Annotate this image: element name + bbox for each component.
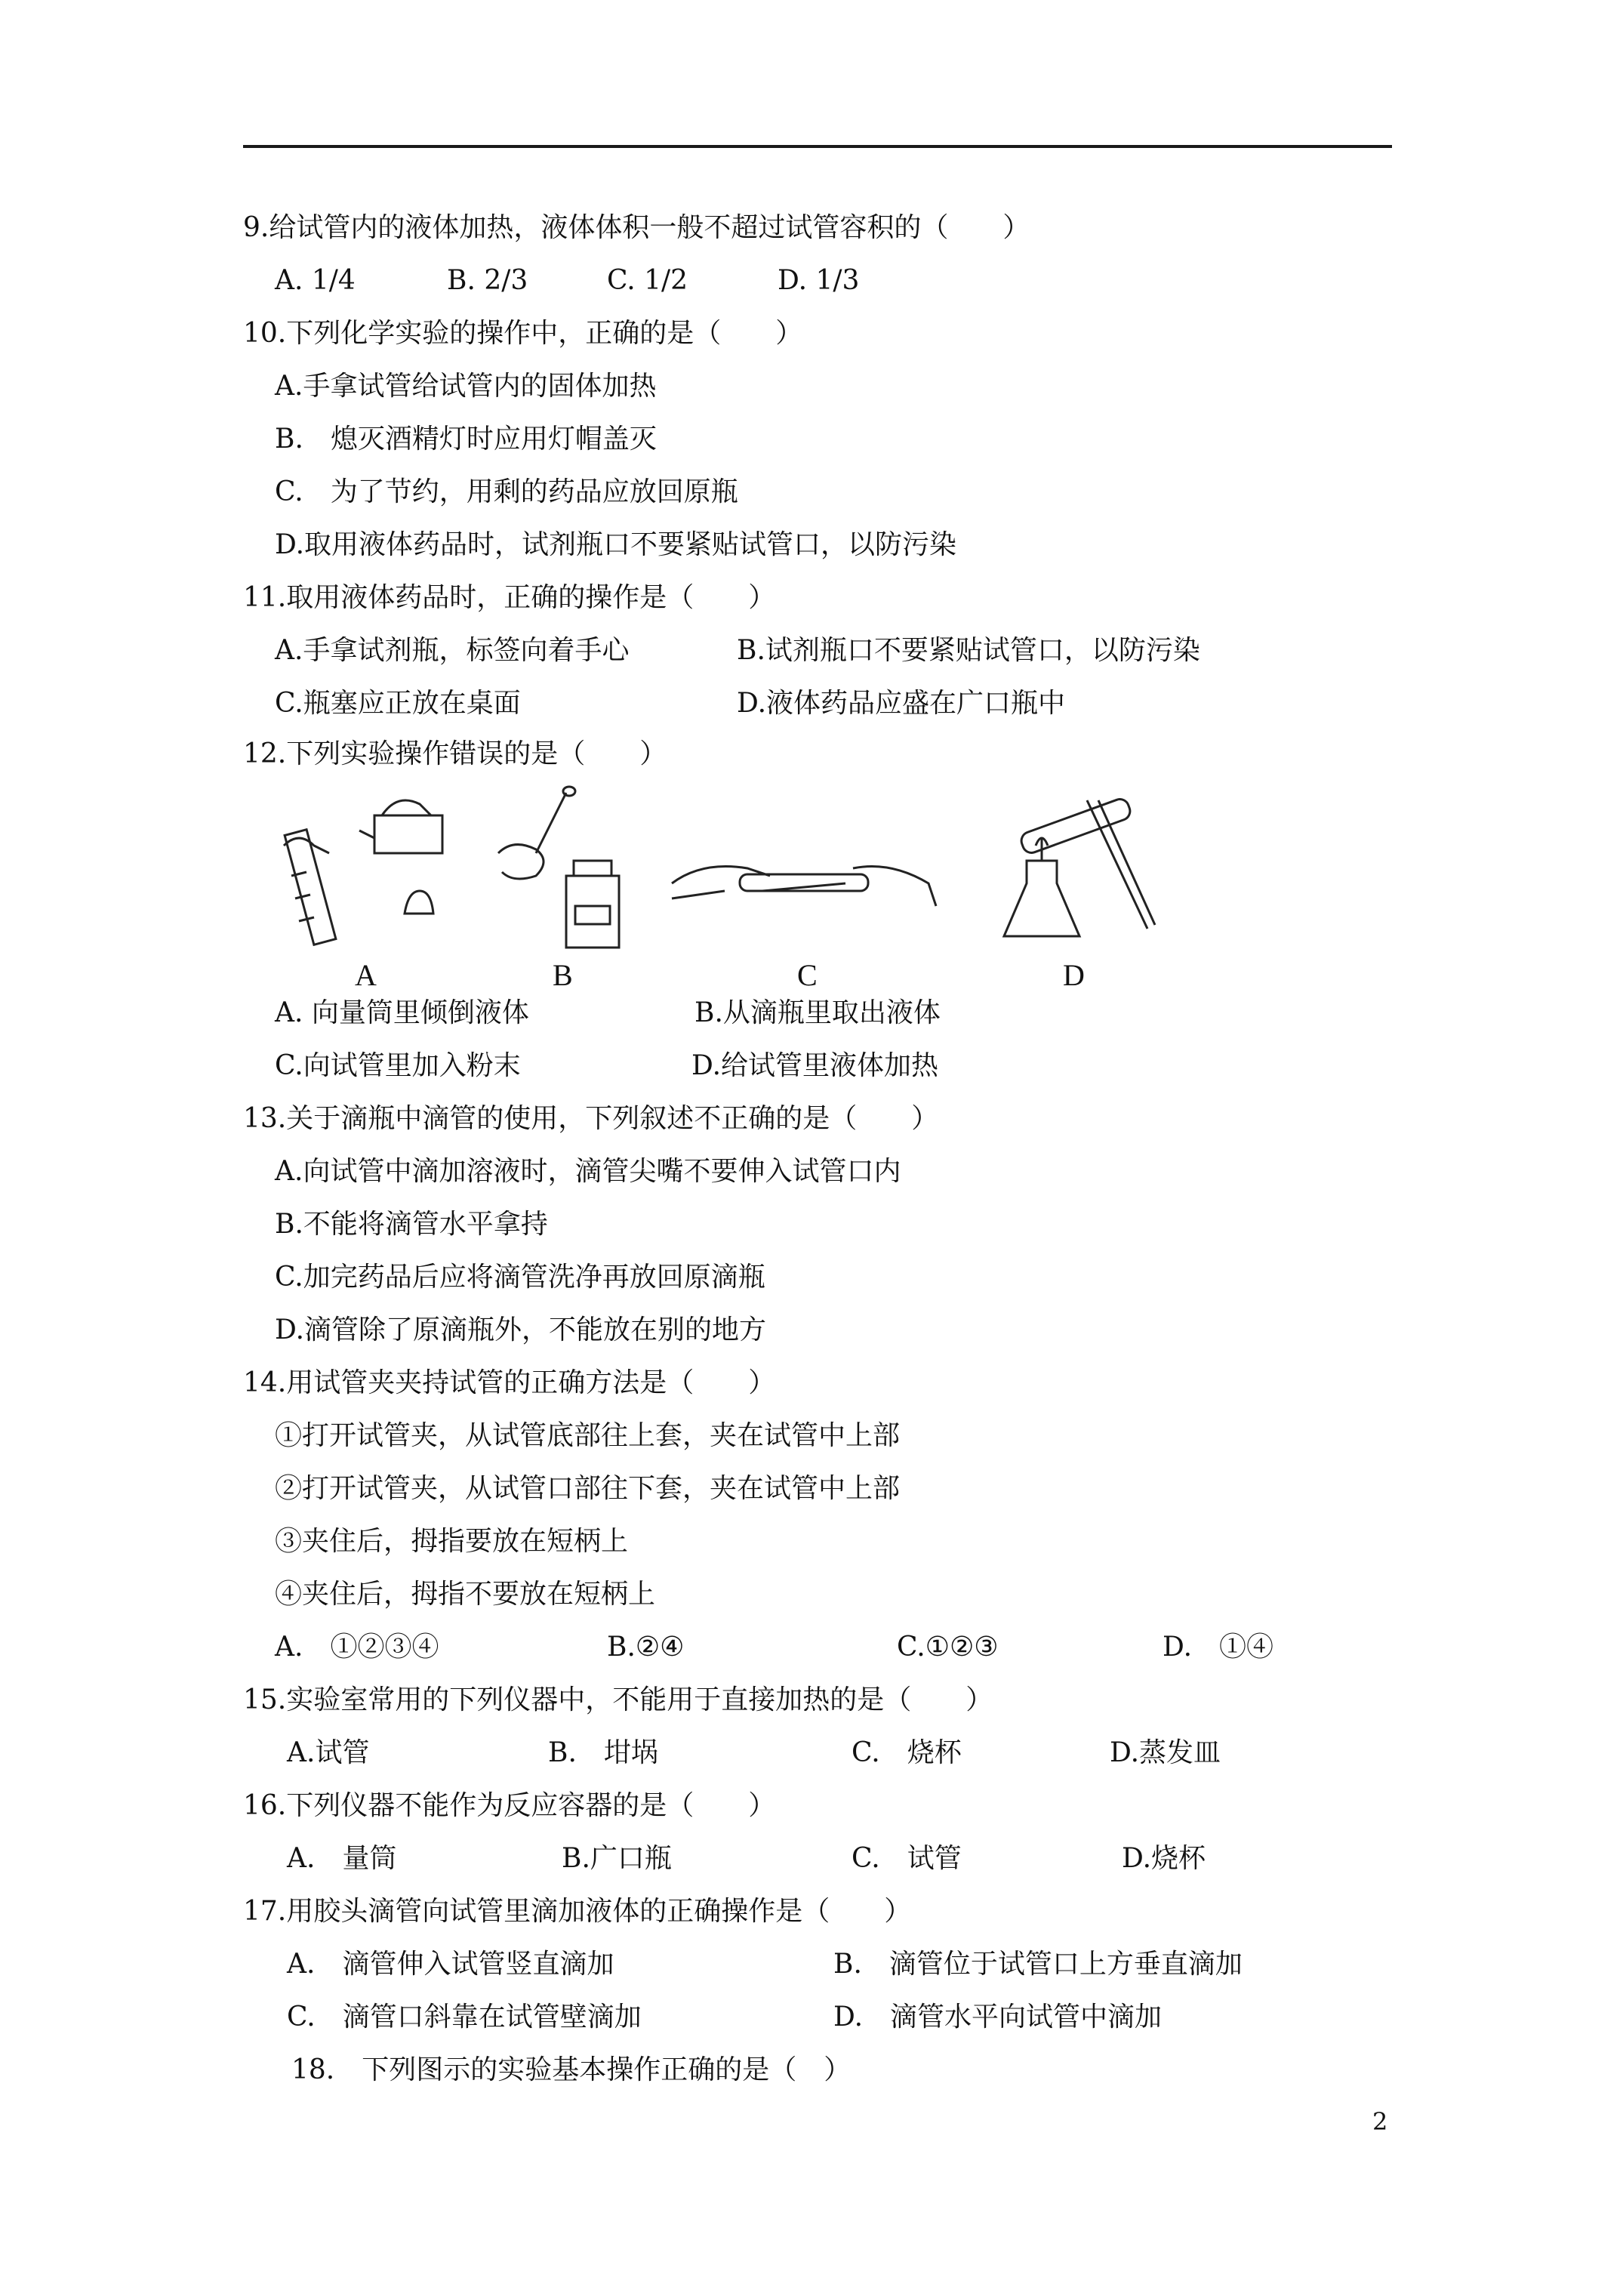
q9-option-c: C. 1/2	[607, 265, 688, 296]
q11-option-b: B.试剂瓶口不要紧贴试管口，以防污染	[737, 635, 1200, 666]
q12-stem: 12.下列实验操作错误的是（ ）	[243, 738, 667, 769]
q18-stem: 18. 下列图示的实验基本操作正确的是（ ）	[291, 2054, 852, 2085]
q12-option-a: A. 向量筒里倾倒液体	[275, 997, 529, 1028]
q16-stem: 16.下列仪器不能作为反应容器的是（ ）	[243, 1790, 776, 1821]
q13-option-b: B.不能将滴管水平拿持	[275, 1209, 548, 1240]
q10-option-c: C. 为了节约，用剩的药品应放回原瓶	[275, 476, 738, 507]
figure-label-d: D	[1063, 958, 1085, 992]
q11-option-c: C.瓶塞应正放在桌面	[275, 688, 521, 719]
q16-option-d: D.烧杯	[1122, 1843, 1206, 1874]
q17-option-a: A. 滴管伸入试管竖直滴加	[287, 1949, 614, 1980]
q16-option-a: A. 量筒	[287, 1843, 397, 1874]
q17-option-d: D. 滴管水平向试管中滴加	[833, 2002, 1163, 2032]
figure-c-powder-trough	[664, 785, 944, 951]
figure-a-pouring-liquid	[269, 785, 465, 951]
figure-label-c: C	[797, 958, 818, 992]
q11-option-d: D.液体药品应盛在广口瓶中	[737, 688, 1066, 719]
header-rule	[243, 145, 1392, 148]
q9-option-a: A. 1/4	[275, 265, 356, 296]
q15-option-a: A.试管	[287, 1737, 370, 1768]
q17-option-b: B. 滴管位于试管口上方垂直滴加	[833, 1949, 1243, 1980]
q12-option-d: D.给试管里液体加热	[691, 1050, 939, 1081]
q13-option-a: A.向试管中滴加溶液时，滴管尖嘴不要伸入试管口内	[275, 1156, 901, 1187]
q14-stem: 14.用试管夹夹持试管的正确方法是（ ）	[243, 1367, 776, 1398]
q12-option-c: C.向试管里加入粉末	[275, 1050, 521, 1081]
q10-option-b: B. 熄灭酒精灯时应用灯帽盖灭	[275, 424, 657, 455]
page-number: 2	[1372, 2107, 1388, 2136]
q11-option-a: A.手拿试剂瓶，标签向着手心	[275, 635, 630, 666]
q15-option-d: D.蒸发皿	[1110, 1737, 1221, 1768]
figure-label-b: B	[553, 958, 573, 992]
q15-option-b: B. 坩埚	[548, 1737, 658, 1768]
figure-b-dropper-bottle	[491, 785, 649, 951]
q16-option-b: B.广口瓶	[562, 1843, 672, 1874]
q13-option-c: C.加完药品后应将滴管洗净再放回原滴瓶	[275, 1262, 765, 1293]
q14-option-c: C.①②③	[897, 1632, 999, 1663]
q10-option-d: D.取用液体药品时，试剂瓶口不要紧贴试管口，以防污染	[275, 529, 957, 560]
figure-label-a: A	[355, 958, 377, 992]
q14-option-d: D. ①④	[1163, 1632, 1274, 1663]
q10-option-a: A.手拿试管给试管内的固体加热	[275, 371, 657, 402]
q10-stem: 10.下列化学实验的操作中，正确的是（ ）	[243, 318, 803, 349]
q13-option-d: D.滴管除了原滴瓶外，不能放在别的地方	[275, 1314, 767, 1345]
q14-statement-1: ①打开试管夹，从试管底部往上套，夹在试管中上部	[275, 1420, 901, 1451]
q17-option-c: C. 滴管口斜靠在试管壁滴加	[287, 2002, 642, 2032]
q14-statement-3: ③夹住后，拇指要放在短柄上	[275, 1526, 629, 1557]
q14-statement-2: ②打开试管夹，从试管口部往下套，夹在试管中上部	[275, 1473, 901, 1504]
q15-option-c: C. 烧杯	[852, 1737, 962, 1768]
q13-stem: 13.关于滴瓶中滴管的使用，下列叙述不正确的是（ ）	[243, 1103, 939, 1134]
figure-d-heating-tube	[974, 785, 1163, 959]
q9-stem: 9.给试管内的液体加热，液体体积一般不超过试管容积的（ ）	[243, 212, 1030, 243]
q17-stem: 17.用胶头滴管向试管里滴加液体的正确操作是（ ）	[243, 1896, 912, 1927]
q14-statement-4: ④夹住后，拇指不要放在短柄上	[275, 1579, 656, 1610]
q9-option-d: D. 1/3	[778, 265, 860, 296]
q11-stem: 11.取用液体药品时，正确的操作是（ ）	[243, 582, 776, 613]
q12-option-b: B.从滴瓶里取出液体	[694, 997, 941, 1028]
q15-stem: 15.实验室常用的下列仪器中，不能用于直接加热的是（ ）	[243, 1684, 993, 1715]
q14-option-a: A. ①②③④	[275, 1632, 439, 1663]
q9-option-b: B. 2/3	[447, 265, 528, 296]
q14-option-b: B.②④	[607, 1632, 685, 1663]
q16-option-c: C. 试管	[852, 1843, 962, 1874]
